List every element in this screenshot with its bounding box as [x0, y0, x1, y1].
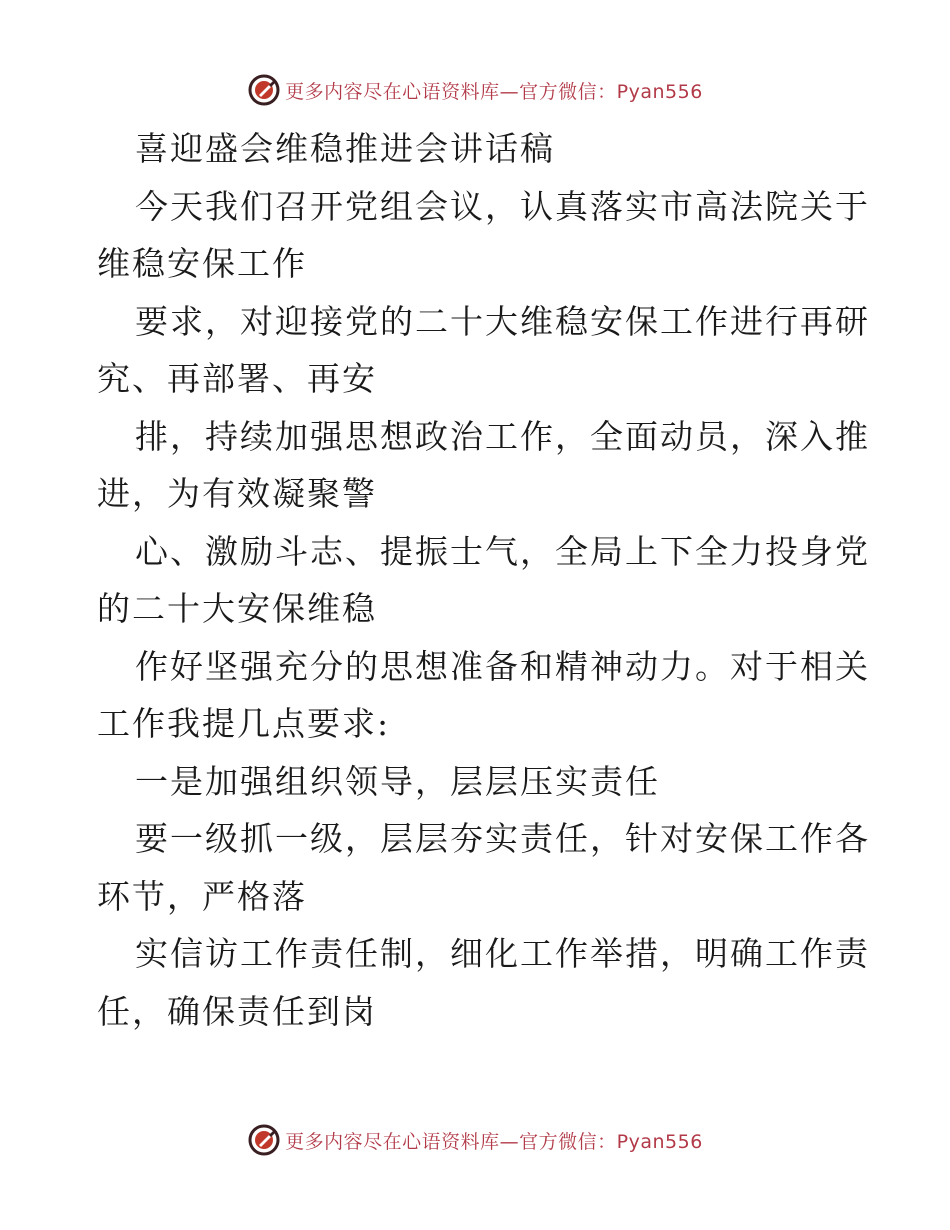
paragraph-line: 的二十大安保维稳 — [97, 589, 377, 628]
paragraph-line: 进，为有效凝聚警 — [97, 474, 377, 513]
paragraph-line: 工作我提几点要求: — [97, 704, 391, 743]
paragraph-line: 要一级抓一级，层层夯实责任，针对安保工作各 — [135, 819, 870, 858]
pen-nib-logo-icon — [247, 1123, 281, 1157]
paragraph-line: 究、再部署、再安 — [97, 359, 377, 398]
paragraph-line: 要求，对迎接党的二十大维稳安保工作进行再研 — [135, 301, 870, 341]
header-watermark-banner — [0, 70, 950, 110]
paragraph-line: 作好坚强充分的思想准备和精神动力。对于相关 — [135, 646, 870, 686]
paragraph-line: 任，确保责任到岗 — [97, 991, 377, 1031]
paragraph-line: 实信访工作责任制，细化工作举措，明确工作责 — [135, 934, 870, 973]
paragraph-line: 环节，严格落 — [97, 876, 307, 916]
document-title: 喜迎盛会维稳推进会讲话稿 — [135, 129, 555, 168]
paragraph-line: 心、激励斗志、提振士气，全局上下全力投身党 — [135, 531, 870, 571]
pen-nib-logo-icon — [247, 73, 281, 107]
paragraph-line: 维稳安保工作 — [97, 244, 307, 283]
paragraph-line: 排，持续加强思想政治工作，全面动员，深入推 — [135, 416, 870, 456]
section-heading: 一是加强组织领导，层层压实责任 — [135, 761, 660, 801]
document-body — [97, 120, 870, 1040]
watermark-text: 更多内容尽在心语资料库—官方微信：Pyan556 — [285, 80, 703, 103]
footer-watermark-banner — [0, 1120, 950, 1160]
paragraph-line: 今天我们召开党组会议，认真落实市高法院关于 — [135, 186, 870, 226]
watermark-text: 更多内容尽在心语资料库—官方微信：Pyan556 — [285, 1130, 703, 1153]
